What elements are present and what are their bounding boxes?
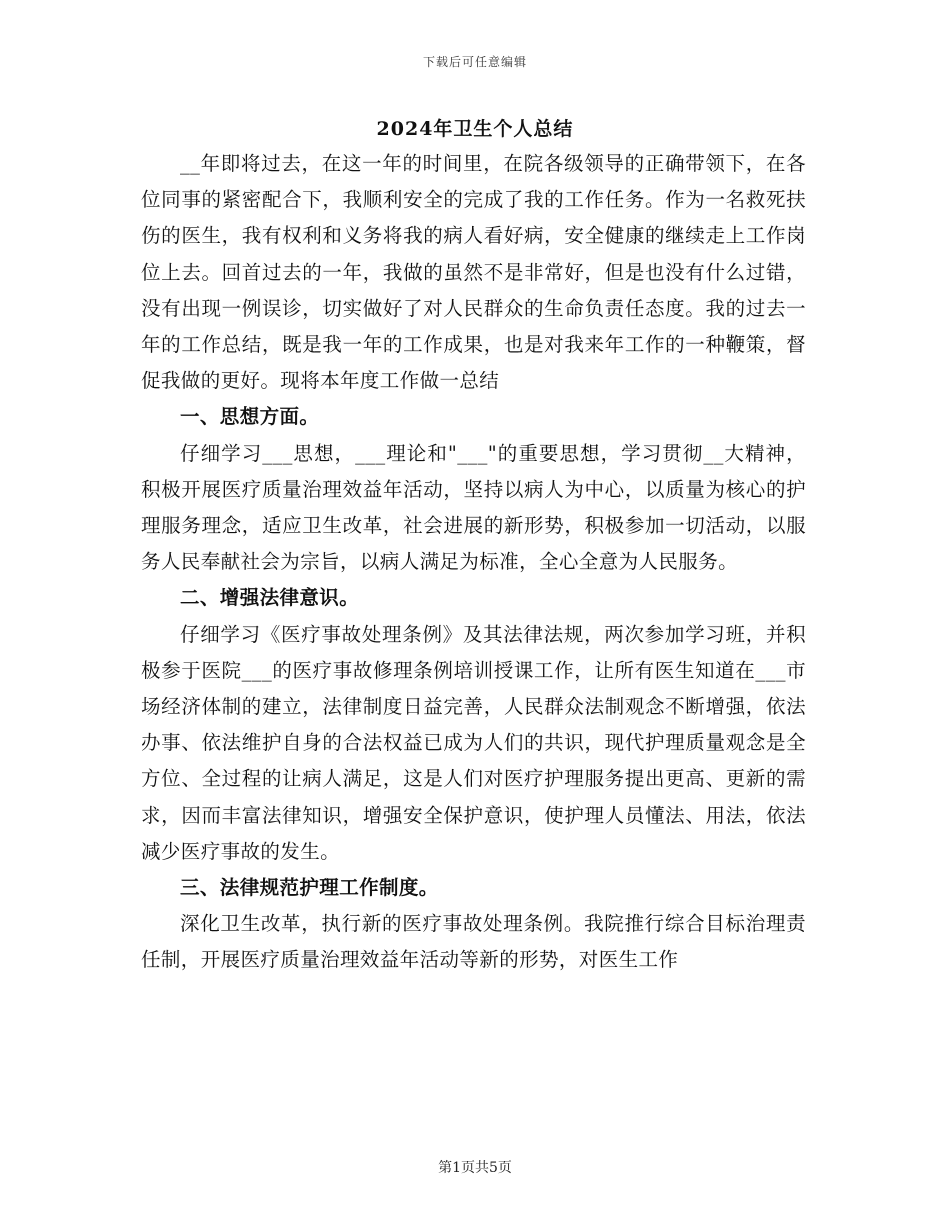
thought-paragraph: 仔细学习___思想，___理论和"___"的重要思想，学习贯彻__大精神，积极开展医疗质量治理效益年活动，坚持以病人为中心，以质量为核心的护理服务理念，适应卫生改革，社会进展的新形势，积极参加一切活动，以服务人民奉献社会为宗旨，以病人满足为标准，全心全意为人民服务。 xyxy=(141,441,806,574)
section-heading-law-awareness: 二、增强法律意识。 xyxy=(180,586,360,610)
section-heading-thought: 一、思想方面。 xyxy=(180,405,320,429)
section-heading-nursing-rules: 三、法律规范护理工作制度。 xyxy=(180,876,439,900)
page-number: 第1页共5页 xyxy=(438,1160,512,1176)
page-header-note: 下载后可任意编辑 xyxy=(422,55,527,69)
document-body xyxy=(141,146,806,979)
law-awareness-paragraph: 仔细学习《医疗事故处理条例》及其法律法规，两次参加学习班，并积极参于医院___的医疗事故修理条例培训授课工作，让所有医生知道在___市场经济体制的建立，法律制度日益完善，人民群众法制观念不断增强，依法办事、依法维护自身的合法权益已成为人们的共识，现代护理质量观念是全方位、全过程的让病人满足，这是人们对医疗护理服务提出更高、更新的需求，因而丰富法律知识，增强安全保护意识，使护理人员懂法、用法，依法减少医疗事故的发生。 xyxy=(141,622,806,863)
document-title: 2024年卫生个人总结 xyxy=(376,118,574,140)
nursing-rules-paragraph: 深化卫生改革，执行新的医疗事故处理条例。我院推行综合目标治理责任制，开展医疗质量治理效益年活动等新的形势，对医生工作 xyxy=(141,912,806,972)
intro-paragraph: __年即将过去，在这一年的时间里，在院各级领导的正确带领下，在各位同事的紧密配合下，我顺利安全的完成了我的工作任务。作为一名救死扶伤的医生，我有权利和义务将我的病人看好病，安全健康的继续走上工作岗位上去。回首过去的一年，我做的虽然不是非常好，但是也没有什么过错，没有出现一例误诊，切实做好了对人民群众的生命负责任态度。我的过去一年的工作总结，既是我一年的工作成果，也是对我来年工作的一种鞭策，督促我做的更好。现将本年度工作做一总结 xyxy=(141,152,806,393)
